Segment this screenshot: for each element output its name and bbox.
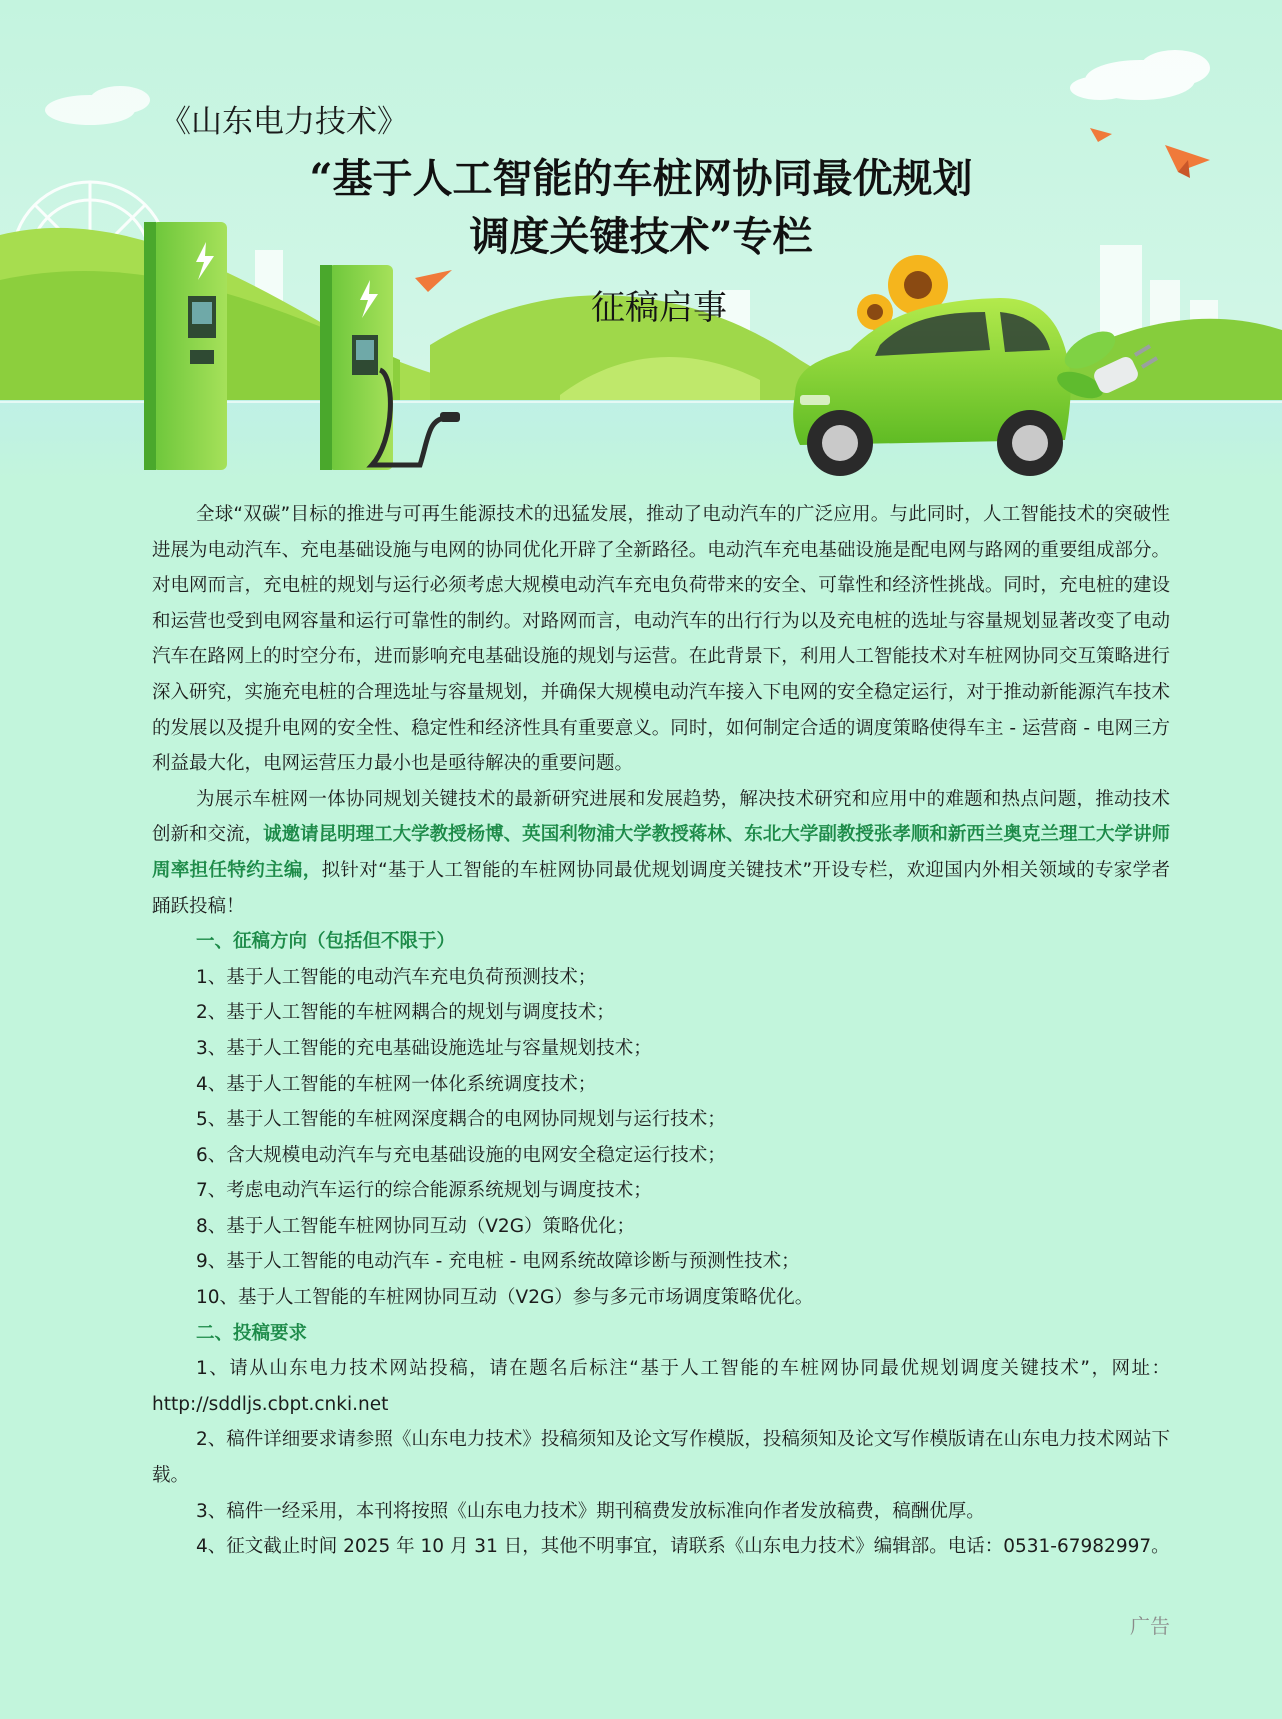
topic-item: 3、基于人工智能的充电基础设施选址与容量规划技术； (196, 1037, 652, 1059)
topic-item: 10、基于人工智能的车桩网协同互动（V2G）参与多元市场调度策略优化。 (196, 1287, 814, 1309)
title-line-2: 调度关键技术”专栏 (469, 213, 813, 260)
intro-paragraph-1: 全球“双碳”目标的推进与可再生能源技术的迅猛发展，推动了电动汽车的广泛应用。与此同时，人工智能技术的突破性进展为电动汽车、充电基础设施与电网的协同优化开辟了全新路径。电动汽车充电基础设施是配电网与路网的重要组成部分。对电网而言，充电桩的规划与运行必须考虑大规模电动汽车充电负荷带来的安全、可靠性和经济性挑战。同时，充电桩的建设和运营也受到电网容量和运行可靠性的制约。对路网而言，电动汽车的出行行为以及充电桩的选址与容量规划显著改变了电动汽车在路网上的时空分布，进而影响充电基础设施的规划与运营。在此背景下，利用人工智能技术对车桩网协同交互策略进行深入研究，实施充电桩的合理选址与容量规划，并确保大规模电动汽车接入下电网的安全稳定运行，对于推动新能源汽车技术的发展以及提升电网的安全性、稳定性和经济性具有重要意义。同时，如何制定合适的调度策略使得车主 - 运营商 - 电网三方利益最大化，电网运营压力最小也是亟待解决的重要问题。 (152, 504, 1170, 775)
title-line-1: “基于人工智能的车桩网协同最优规划 (309, 155, 973, 202)
guest-editors-highlight: 诚邀请昆明理工大学教授杨博、英国利物浦大学教授蒋林、东北大学副教授张孝顺和新西兰奥克兰理工大学讲师周率担任特约主编， (152, 824, 1170, 881)
topic-item: 7、考虑电动汽车运行的综合能源系统规划与调度技术； (196, 1180, 652, 1202)
section-heading-requirements: 二、投稿要求 (196, 1322, 308, 1344)
intro-paragraph-2 (152, 782, 1170, 924)
requirement-item: 2、稿件详细要求请参照《山东电力技术》投稿须知及论文写作模版，投稿须知及论文写作模版请在山东电力技术网站下载。 (152, 1429, 1170, 1487)
intro-text-before: 为展示车桩网一体协同规划关键技术的最新研究进展和发展趋势，解决技术研究和应用中的难题和热点问题，推动技术创新和交流， (152, 788, 1170, 846)
section-heading-topics: 一、征稿方向（包括但不限于） (196, 931, 456, 953)
requirement-item: 3、稿件一经采用，本刊将按照《山东电力技术》期刊稿费发放标准向作者发放稿费，稿酬优厚。 (196, 1500, 985, 1522)
topic-item: 9、基于人工智能的电动汽车 - 充电桩 - 电网系统故障诊断与预测性技术； (196, 1251, 800, 1273)
topic-item: 5、基于人工智能的车桩网深度耦合的电网协同规划与运行技术； (196, 1109, 726, 1131)
topic-item: 4、基于人工智能的车桩网一体化系统调度技术； (196, 1073, 597, 1095)
intro-text-after: 拟针对“基于人工智能的车桩网协同最优规划调度关键技术”开设专栏，欢迎国内外相关领域的专家学者踊跃投稿！ (152, 859, 1170, 917)
topic-item: 2、基于人工智能的车桩网耦合的规划与调度技术； (196, 1002, 615, 1024)
topic-item: 1、基于人工智能的电动汽车充电负荷预测技术； (196, 966, 597, 988)
requirement-item: 4、征文截止时间 2025 年 10 月 31 日，其他不明事宜，请联系《山东电力技术》编辑部。电话：0531-67982997。 (196, 1536, 1170, 1558)
journal-name: 《山东电力技术》 (160, 104, 408, 140)
subtitle: 征稿启事 (591, 288, 727, 328)
topic-item: 6、含大规模电动汽车与充电基础设施的电网安全稳定运行技术； (196, 1144, 726, 1166)
topic-item: 8、基于人工智能车桩网协同互动（V2G）策略优化； (196, 1215, 636, 1237)
requirement-item: 1、请从山东电力技术网站投稿，请在题名后标注“基于人工智能的车桩网协同最优规划调度关键技术”，网址：http://sddljs.cbpt.cnki.net (152, 1358, 1170, 1415)
notice-body (152, 497, 1170, 1565)
advertisement-label: 广告 (1130, 1614, 1170, 1638)
page-title (0, 150, 1282, 266)
